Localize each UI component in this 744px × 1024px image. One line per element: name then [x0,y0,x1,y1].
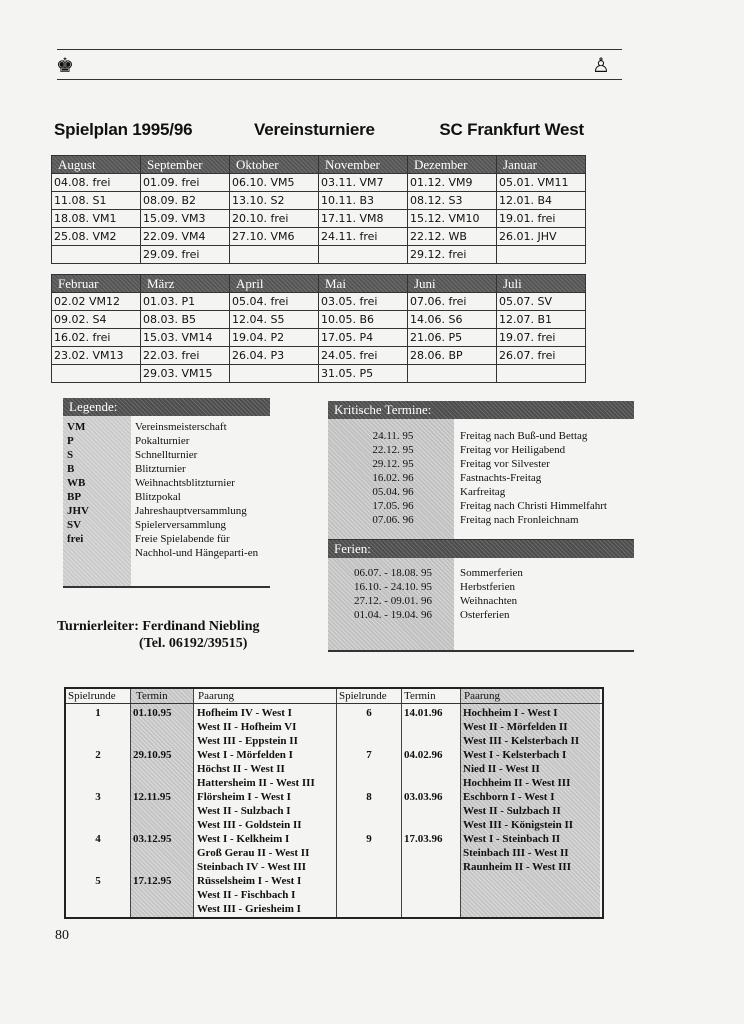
round-date: 03.03.96 [404,791,443,803]
schedule-cell: 24.11. frei [319,228,408,246]
schedule-cell: 12.04. S5 [230,311,319,329]
round-pairing: Groß Gerau II - West II [197,847,310,859]
header-round-right: Spielrunde [339,690,387,702]
schedule-cell: 21.06. P5 [408,329,497,347]
round-pairing: Nied II - West II [463,763,540,775]
schedule-cell: 12.01. B4 [497,192,586,210]
schedule-cell: 31.05. P5 [319,365,408,383]
legend-abbr: SV [67,519,82,531]
schedule-cell: 08.03. B5 [141,311,230,329]
schedule-cell [52,246,141,264]
header-pairing-right: Paarung [464,690,501,702]
holiday-name: Herbstferien [460,581,515,593]
schedule-cell: 01.09. frei [141,174,230,192]
round-pairing: West III - Kelsterbach II [463,735,580,747]
legend-desc: Vereinsmeisterschaft [135,421,227,433]
schedule-cell: 17.05. P4 [319,329,408,347]
round-pairing: Rüsselsheim I - West I [197,875,302,887]
schedule-row [52,192,586,210]
legend-desc: Spielerversammlung [135,519,227,531]
round-date: 17.12.95 [133,875,172,887]
holiday-name: Sommerferien [460,567,523,579]
critical-date-reason: Freitag vor Silvester [460,458,550,470]
round-date: 17.03.96 [404,833,443,845]
schedule-cell: 24.05. frei [319,347,408,365]
legend-desc: Jahreshauptversammlung [135,505,247,517]
round-number: 8 [366,791,372,803]
title-season: Spielplan 1995/96 [54,120,193,139]
legend-desc: Schnellturnier [135,449,198,461]
schedule-cell: 15.09. VM3 [141,210,230,228]
schedule-cell: 04.08. frei [52,174,141,192]
round-date: 29.10.95 [133,749,172,761]
schedule-cell: 09.02. S4 [52,311,141,329]
round-date: 01.10.95 [133,707,172,719]
schedule-cell: 25.08. VM2 [52,228,141,246]
schedule-row [52,293,586,311]
holiday-name: Weihnachten [460,595,518,607]
critical-date: 24.11. 95 [372,430,414,442]
critical-dates-title: Kritische Termine: [328,401,634,419]
round-pairing: Hochheim I - West I [463,707,558,719]
critical-dates-box [328,401,634,541]
header-date-left: Termin [136,690,168,702]
legend-desc: Pokalturnier [135,435,190,447]
schedule-cell: 17.11. VM8 [319,210,408,228]
schedule-cell: 19.01. frei [497,210,586,228]
schedule-cell: 26.07. frei [497,347,586,365]
month-header: Oktober [230,156,319,174]
round-date: 12.11.95 [133,791,171,803]
tournament-director [57,618,259,652]
holiday-range: 01.04. - 19.04. 96 [354,609,432,621]
schedule-cell: 27.10. VM6 [230,228,319,246]
month-header: Mai [319,275,408,293]
month-header: September [141,156,230,174]
schedule-cell [230,365,319,383]
schedule-table-autumn [51,155,586,264]
round-pairing: West II - Hofheim VI [197,721,297,733]
legend-abbr: B [67,463,75,475]
schedule-cell: 20.10. frei [230,210,319,228]
schedule-cell: 05.04. frei [230,293,319,311]
schedule-cell: 13.10. S2 [230,192,319,210]
schedule-cell: 22.12. WB [408,228,497,246]
round-pairing: Eschborn I - West I [463,791,555,803]
legend-desc: Weihnachtsblitzturnier [135,477,235,489]
tournament-director-phone: (Tel. 06192/39515) [139,636,248,651]
month-header: April [230,275,319,293]
schedule-cell: 03.05. frei [319,293,408,311]
round-pairing: Raunheim II - West III [463,861,571,873]
legend-abbr: S [67,449,74,461]
month-header: Juli [497,275,586,293]
schedule-cell: 18.08. VM1 [52,210,141,228]
page-number: 80 [55,928,69,943]
title-category: Vereinsturniere [254,120,375,139]
header-round-left: Spielrunde [68,690,116,702]
critical-date: 29.12. 95 [372,458,414,470]
top-rule [57,49,622,50]
round-number: 9 [366,833,372,845]
holiday-name: Osterferien [460,609,510,621]
round-pairing: Steinbach III - West II [463,847,569,859]
schedule-cell: 28.06. BP [408,347,497,365]
holidays-title: Ferien: [328,540,634,558]
schedule-cell [497,365,586,383]
schedule-cell: 10.05. B6 [319,311,408,329]
critical-date-reason: Freitag nach Fronleichnam [460,514,579,526]
tournament-director-name: Turnierleiter: Ferdinand Niebling [57,619,260,634]
legend-desc: Blitzturnier [135,463,186,475]
schedule-cell: 11.08. S1 [52,192,141,210]
round-number: 2 [95,749,101,761]
month-header: Februar [52,275,141,293]
schedule-cell: 19.07. frei [497,329,586,347]
legend-desc: Blitzpokal [135,491,181,503]
schedule-row [52,311,586,329]
holiday-range: 16.10. - 24.10. 95 [354,581,432,593]
round-number: 1 [95,707,101,719]
schedule-row [52,347,586,365]
schedule-cell: 07.06. frei [408,293,497,311]
schedule-cell: 19.04. P2 [230,329,319,347]
schedule-cell [230,246,319,264]
schedule-cell: 29.09. frei [141,246,230,264]
critical-date-reason: Freitag nach Christi Himmelfahrt [460,500,607,512]
schedule-cell: 12.07. B1 [497,311,586,329]
schedule-cell: 08.09. B2 [141,192,230,210]
round-date: 03.12.95 [133,833,172,845]
round-pairing: West II - Fischbach I [197,889,296,901]
schedule-cell: 22.09. VM4 [141,228,230,246]
schedule-cell: 29.03. VM15 [141,365,230,383]
round-number: 5 [95,875,101,887]
title-club: SC Frankfurt West [439,120,584,139]
round-pairing: West III - Eppstein II [197,735,298,747]
holiday-range: 27.12. - 09.01. 96 [354,595,432,607]
month-header: Juni [408,275,497,293]
critical-date: 16.02. 96 [372,472,414,484]
round-pairing: Hofheim IV - West I [197,707,292,719]
header-date-right: Termin [404,690,436,702]
month-header: Dezember [408,156,497,174]
round-pairing: West I - Kelsterbach I [463,749,567,761]
schedule-cell [319,246,408,264]
schedule-cell: 05.01. VM11 [497,174,586,192]
header-rule [57,79,622,80]
critical-date: 17.05. 96 [372,500,414,512]
schedule-row [52,246,586,264]
header-pairing-left: Paarung [198,690,235,702]
round-date: 14.01.96 [404,707,443,719]
schedule-cell: 15.03. VM14 [141,329,230,347]
month-header: Januar [497,156,586,174]
round-pairing: West II - Sulzbach I [197,805,291,817]
legend-title: Legende: [63,398,270,416]
critical-date-reason: Karfreitag [460,486,506,498]
schedule-cell [497,246,586,264]
month-header-row [52,275,586,293]
round-number: 6 [366,707,372,719]
legend-abbr: BP [67,491,82,503]
schedule-cell: 26.04. P3 [230,347,319,365]
holidays-list [328,558,634,652]
round-pairing: West I - Mörfelden I [197,749,293,761]
round-pairing: West III - Griesheim I [197,903,301,915]
king-icon: ♚ [56,53,74,77]
schedule-cell: 15.12. VM10 [408,210,497,228]
schedule-row [52,210,586,228]
month-header-row [52,156,586,174]
round-pairing: Hattersheim II - West III [197,777,315,789]
holidays-box [328,540,634,652]
schedule-cell: 08.12. S3 [408,192,497,210]
rounds-header-rule [66,703,602,704]
month-header: November [319,156,408,174]
rounds-table [64,687,604,919]
schedule-cell: 05.07. SV [497,293,586,311]
round-date: 04.02.96 [404,749,443,761]
month-header: März [141,275,230,293]
round-pairing: West III - Königstein II [463,819,574,831]
schedule-row [52,174,586,192]
holiday-range: 06.07. - 18.08. 95 [354,567,432,579]
schedule-cell: 29.12. frei [408,246,497,264]
legend-abbr: P [67,435,74,447]
schedule-cell: 03.11. VM7 [319,174,408,192]
pawn-icon: ♙ [592,53,610,77]
schedule-cell: 14.06. S6 [408,311,497,329]
round-number: 4 [95,833,101,845]
critical-date: 22.12. 95 [372,444,414,456]
round-pairing: Flörsheim I - West I [197,791,291,803]
critical-date: 05.04. 96 [372,486,414,498]
round-pairing: Hochheim II - West III [463,777,571,789]
round-pairing: West III - Goldstein II [197,819,302,831]
schedule-cell [52,365,141,383]
schedule-row [52,365,586,383]
round-pairing: West II - Mörfelden II [463,721,568,733]
schedule-cell: 06.10. VM5 [230,174,319,192]
schedule-cell: 23.02. VM13 [52,347,141,365]
schedule-cell: 01.03. P1 [141,293,230,311]
round-pairing: West I - Steinbach II [463,833,561,845]
legend-abbr: VM [67,421,86,433]
legend-abbr: frei [67,533,84,545]
schedule-row [52,228,586,246]
round-pairing: Höchst II - West II [197,763,285,775]
critical-dates-list [328,419,634,541]
schedule-cell: 10.11. B3 [319,192,408,210]
legend-list [63,416,270,588]
page-title [54,120,584,140]
schedule-table-spring [51,274,586,383]
round-pairing: Steinbach IV - West III [197,861,307,873]
legend-box [63,398,270,588]
schedule-row [52,329,586,347]
schedule-cell [408,365,497,383]
schedule-cell: 01.12. VM9 [408,174,497,192]
round-pairing: West I - Kelkheim I [197,833,290,845]
critical-date: 07.06. 96 [372,514,414,526]
schedule-cell: 02.02 VM12 [52,293,141,311]
critical-date-reason: Freitag vor Heiligabend [460,444,566,456]
round-number: 7 [366,749,372,761]
round-pairing: West II - Sulzbach II [463,805,561,817]
legend-abbr: JHV [67,505,89,517]
schedule-cell: 16.02. frei [52,329,141,347]
month-header: August [52,156,141,174]
legend-abbr: WB [67,477,86,489]
legend-desc: Freie Spielabende für Nachhol-und Hängeparti-en [135,533,259,559]
round-number: 3 [95,791,101,803]
schedule-cell: 26.01. JHV [497,228,586,246]
schedule-cell: 22.03. frei [141,347,230,365]
critical-date-reason: Fastnachts-Freitag [460,472,542,484]
critical-date-reason: Freitag nach Buß-und Bettag [460,430,588,442]
